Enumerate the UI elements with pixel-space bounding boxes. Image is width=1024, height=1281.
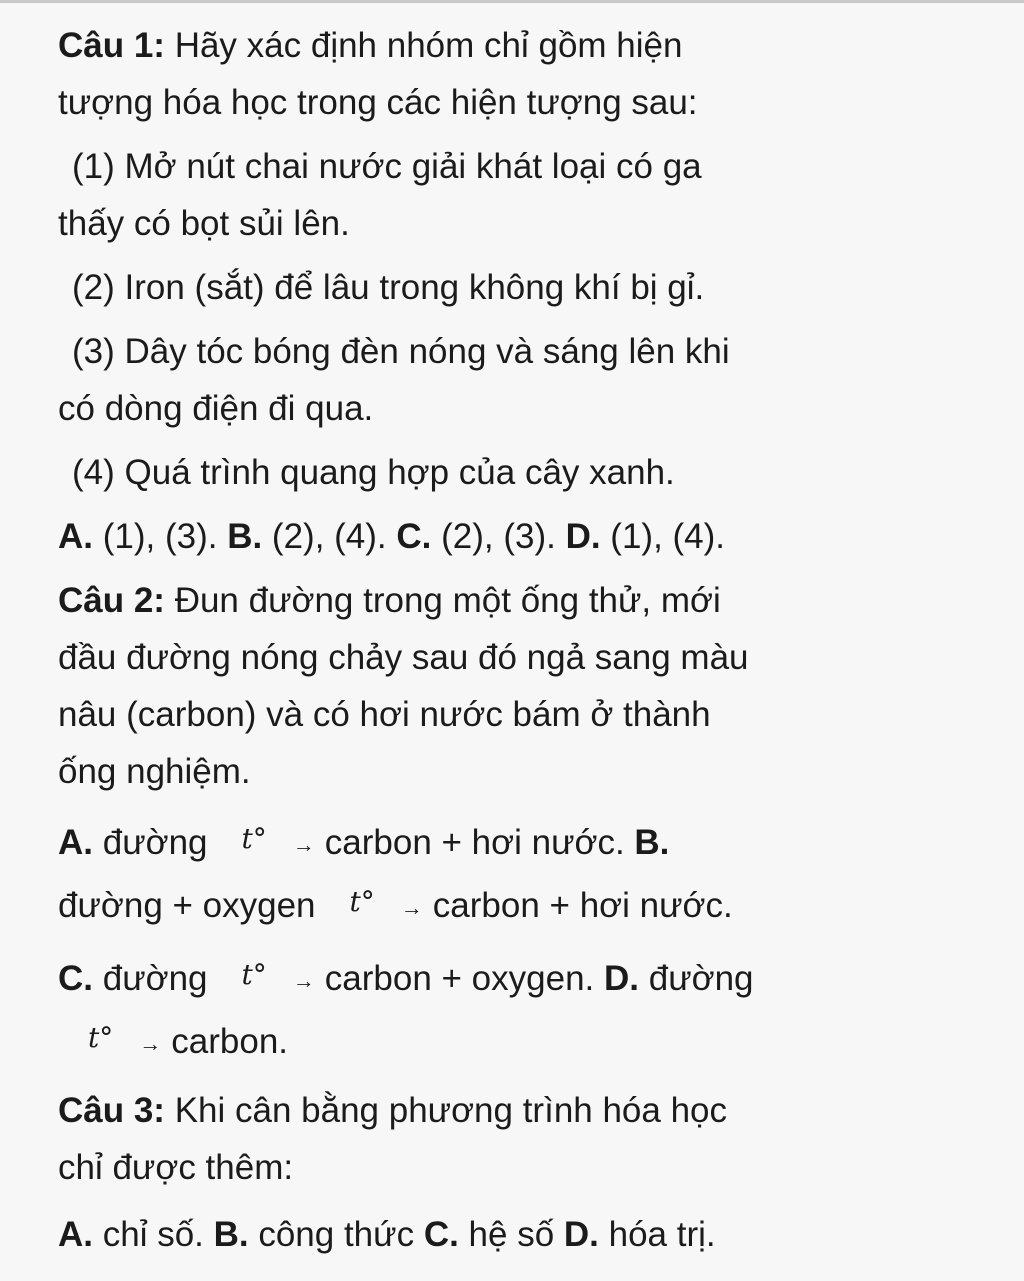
q3-option-c-label: C.	[423, 1215, 459, 1254]
q2-option-a-label: A.	[58, 823, 93, 862]
heat-symbol: t°	[349, 885, 375, 918]
q1-item-1-cont: thấy có bọt sủi lên.	[58, 204, 350, 243]
q3-option-b-label: B.	[213, 1215, 249, 1254]
q1-item-2: (2) Iron (sắt) để lâu trong không khí bị gỉ.	[72, 268, 705, 307]
q2-option-c-label: C.	[58, 959, 93, 998]
q2-option-c: C. đường t° → carbon + oxygen. D. đường	[58, 946, 994, 1009]
q1-option-d-label: D.	[565, 517, 601, 556]
heat-symbol: t°	[88, 1021, 114, 1054]
arrow-icon: →	[400, 895, 423, 920]
q3-option-d-label: D.	[563, 1215, 599, 1254]
q1-option-b-label: B.	[227, 517, 263, 556]
q3-options: A. chỉ số. B. công thức C. hệ số D. hóa trị.	[58, 1215, 716, 1254]
q1-options: A. (1), (3). B. (2), (4). C. (2), (3). D. (1), (4).	[58, 517, 726, 556]
q3-label: Câu 3:	[58, 1091, 165, 1130]
q1-item-3-cont: có dòng điện đi qua.	[58, 389, 374, 428]
q1-label: Câu 1:	[58, 26, 165, 65]
q2-label: Câu 2:	[58, 581, 165, 620]
arrow-icon: →	[292, 832, 315, 857]
q1-stem-cont: tượng hóa học trong các hiện tượng sau:	[58, 83, 698, 122]
q1-option-c-label: C.	[396, 517, 432, 556]
q2-stem-cont-1: đầu đường nóng chảy sau đó ngả sang màu	[58, 638, 749, 677]
arrow-icon: →	[139, 1031, 162, 1056]
q3-stem: Câu 3: Khi cân bằng phương trình hóa học	[58, 1091, 728, 1130]
q2-stem-cont-3: ống nghiệm.	[58, 752, 251, 791]
q1-item-1: (1) Mở nút chai nước giải khát loại có ga	[72, 147, 702, 186]
q1-stem: Câu 1: Hãy xác định nhóm chỉ gồm hiện	[58, 26, 683, 65]
q1-option-a-label: A.	[58, 517, 93, 556]
q1-item-3: (3) Dây tóc bóng đèn nóng và sáng lên khi	[72, 332, 730, 371]
heat-symbol: t°	[241, 822, 267, 855]
arrow-icon: →	[292, 968, 315, 993]
q2-option-d-label: D.	[604, 959, 639, 998]
q2-option-d: t° → carbon.	[58, 1009, 994, 1072]
q2-option-a: A. đường t° → carbon + hơi nước. B.	[58, 810, 994, 873]
q2-stem-cont-2: nâu (carbon) và có hơi nước bám ở thành	[58, 695, 711, 734]
q3-stem-cont: chỉ được thêm:	[58, 1148, 294, 1187]
q3-option-a-label: A.	[58, 1215, 93, 1254]
q1-item-4: (4) Quá trình quang hợp của cây xanh.	[72, 453, 675, 492]
q2-option-b: đường + oxygen t° → carbon + hơi nước.	[58, 873, 994, 936]
q2-stem: Câu 2: Đun đường trong một ống thử, mới	[58, 581, 721, 620]
q2-option-b-label: B.	[634, 823, 670, 862]
heat-symbol: t°	[241, 958, 267, 991]
